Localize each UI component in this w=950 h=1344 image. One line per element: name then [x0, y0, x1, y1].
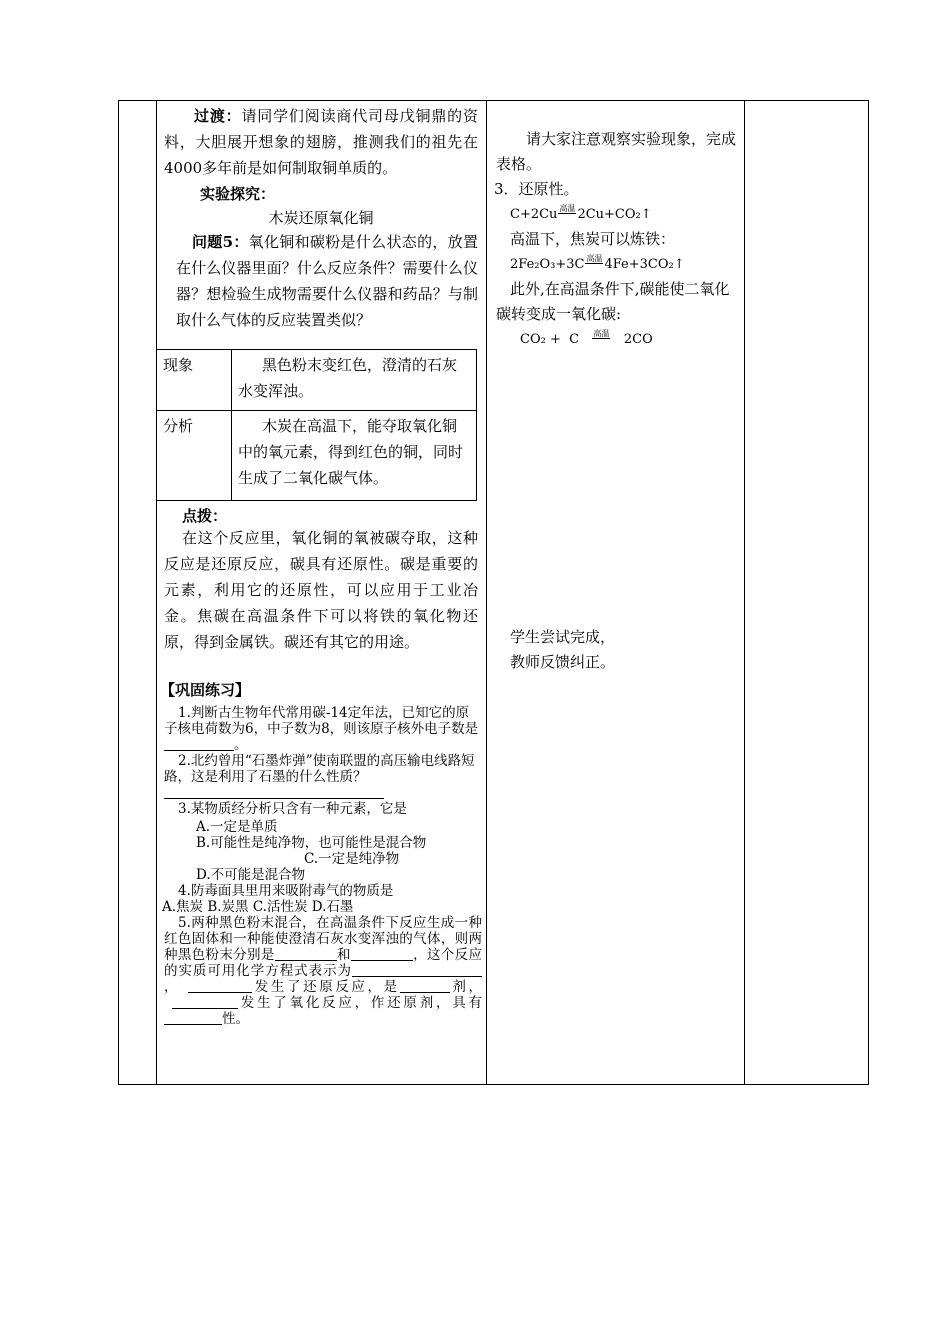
practice-q2	[164, 753, 482, 801]
eq3-left: CO₂ + C	[520, 332, 580, 347]
table-row	[157, 411, 477, 501]
condition-label: 高温	[586, 254, 603, 263]
equation-1	[510, 202, 755, 227]
practice-title: 【巩固练习】	[160, 681, 251, 699]
observation-table	[156, 349, 477, 501]
answer-blank[interactable]	[164, 1012, 222, 1025]
teaching-content-column	[156, 101, 486, 1084]
q5-text-d: 发生了氧化反应，作还原剂，具有	[238, 995, 482, 1011]
q5-text-b: ，这个反应的实质可用化学方程式表示为	[164, 947, 483, 979]
q3-option-a: A.一定是单质	[196, 819, 278, 835]
observe-instruction: 请大家注意观察实验现象，完成表格。	[496, 130, 737, 173]
answer-blank[interactable]	[188, 980, 252, 993]
q5-text-a: 5.两种黑色粉末混合，在高温条件下反应生成一种红色固体和一种能使澄清石灰水变浑浊的气体，则两种黑色粉末分别是	[164, 915, 482, 963]
practice-q3: 3.某物质经分析只含有一种元素，它是	[178, 801, 407, 817]
question-text: 氧化铜和碳粉是什么状态的，放置在什么仪器里面？什么反应条件？需要什么仪器？想检验生成物需要什么仪器和药品？与制取什么气体的反应装置类似？	[176, 233, 478, 329]
q5-end: 性。	[222, 1011, 249, 1027]
question-label: 问题5：	[192, 233, 249, 251]
transition-label: 过渡：	[194, 107, 242, 125]
condition-label: 高温	[593, 329, 610, 338]
q1-end: 。	[234, 737, 248, 753]
question-paragraph	[176, 229, 478, 333]
table-cell-label: 分析	[157, 411, 232, 501]
answer-blank[interactable]	[400, 980, 450, 993]
q1-text: 1.判断古生物年代常用碳-14定年法，已知它的原子核电荷数为6，中子数为8，则该原子核外电子数是	[164, 705, 479, 737]
equation-2	[510, 252, 755, 277]
answer-blank[interactable]	[351, 948, 413, 961]
transition-paragraph	[164, 103, 478, 181]
table-cell-label: 现象	[157, 350, 232, 411]
q5-agent: 剂，	[449, 979, 483, 995]
reducing-title: 3．还原性。	[494, 180, 579, 198]
practice-q5	[164, 915, 482, 1027]
table-cell-value: 木炭在高温下，能夺取氧化铜中的氧元素，得到红色的铜，同时生成了二氧化碳气体。	[232, 411, 477, 501]
q5-text-c: 发生了还原反应，是	[252, 979, 400, 995]
answer-blank[interactable]	[164, 738, 234, 751]
practice-q1	[164, 705, 482, 753]
q4-options: A.焦炭 B.炭黑 C.活性炭 D.石墨	[162, 899, 354, 915]
teacher-feedback: 教师反馈纠正。	[510, 653, 616, 671]
activity-column	[486, 101, 744, 1084]
student-try: 学生尝试完成，	[510, 628, 616, 646]
answer-blank[interactable]	[172, 996, 238, 1009]
table-row	[157, 350, 477, 411]
experiment-title: 木炭还原氧化铜	[268, 209, 374, 227]
practice-q4: 4.防毒面具里用来吸附毒气的物质是	[178, 883, 394, 899]
eq1-right: 2Cu+CO₂↑	[577, 207, 652, 222]
q3-option-b: B.可能性是纯净物，也可能性是混合物	[196, 835, 427, 851]
q3-option-c: C.一定是纯净物	[304, 851, 400, 867]
eq3-right: 2CO	[623, 332, 653, 347]
tip-label: 点拨：	[182, 507, 228, 525]
also-text: 此外,在高温条件下,碳能使二氧化碳转变成一氧化碳:	[496, 280, 730, 323]
eq1-left: C+2Cu	[510, 207, 558, 222]
answer-blank[interactable]	[164, 786, 384, 799]
q5-and: 和	[336, 947, 351, 963]
eq2-right: 4Fe+3CO₂↑	[604, 257, 685, 272]
experiment-label: 实验探究：	[200, 185, 276, 203]
table-cell-value: 黑色粉末变红色，澄清的石灰水变浑浊。	[232, 350, 477, 411]
transition-text: 请同学们阅读商代司母戊铜鼎的资料，大胆展开想象的翅膀，推测我们的祖先在4000多年前是如何制取铜单质的。	[164, 107, 478, 177]
q5-comma: ，	[164, 979, 181, 995]
answer-blank[interactable]	[352, 964, 482, 977]
tip-text: 在这个反应里，氧化铜的氧被碳夺取，这种反应是还原反应，碳具有还原性。碳是重要的元素，利用它的还原性，可以应用于工业冶金。焦碳在高温条件下可以将铁的氧化物还原，得到金属铁。碳还有其它的用途。	[164, 529, 478, 651]
condition-label: 高温	[559, 204, 576, 213]
answer-blank[interactable]	[275, 948, 337, 961]
q3-option-d: D.不可能是混合物	[196, 867, 306, 883]
q2-text: 2.北约曾用“石墨炸弹”使南联盟的高压输电线路短路，这是利用了石墨的什么性质？	[164, 753, 475, 785]
lesson-table	[118, 100, 869, 1085]
coke-text: 高温下，焦炭可以炼铁：	[510, 230, 676, 248]
eq2-left: 2Fe₂O₃+3C	[510, 257, 585, 272]
equation-3	[520, 327, 765, 352]
